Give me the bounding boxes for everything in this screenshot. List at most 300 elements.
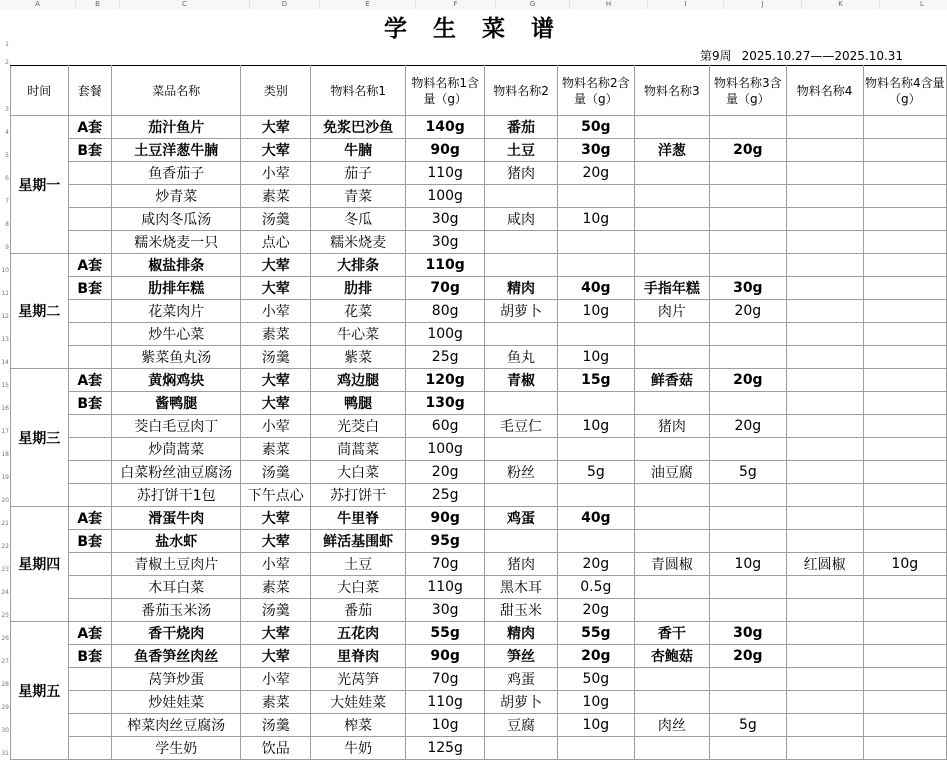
cell[interactable]: 100g bbox=[406, 323, 485, 346]
cell[interactable] bbox=[485, 254, 558, 277]
cell[interactable]: 青菜 bbox=[311, 185, 406, 208]
cell[interactable]: 10g bbox=[863, 553, 946, 576]
cell[interactable]: 炒牛心菜 bbox=[111, 323, 240, 346]
cell[interactable]: 肉片 bbox=[634, 300, 709, 323]
row-number[interactable]: 9 bbox=[5, 243, 9, 251]
cell[interactable]: 100g bbox=[406, 185, 485, 208]
cell[interactable]: 大荤 bbox=[241, 369, 311, 392]
cell[interactable] bbox=[710, 231, 787, 254]
cell[interactable]: 土豆洋葱牛腩 bbox=[111, 139, 240, 162]
cell[interactable]: 大荤 bbox=[241, 254, 311, 277]
cell[interactable]: 冬瓜 bbox=[311, 208, 406, 231]
cell[interactable] bbox=[558, 231, 635, 254]
cell[interactable]: 青椒 bbox=[485, 369, 558, 392]
cell[interactable] bbox=[485, 438, 558, 461]
cell[interactable] bbox=[634, 737, 709, 760]
cell[interactable]: 10g bbox=[558, 415, 635, 438]
cell[interactable] bbox=[863, 714, 946, 737]
cell[interactable] bbox=[786, 116, 863, 139]
cell[interactable]: 鸡蛋 bbox=[485, 668, 558, 691]
cell[interactable] bbox=[786, 346, 863, 369]
cell[interactable]: 滑蛋牛肉 bbox=[111, 507, 240, 530]
row-number[interactable]: 6 bbox=[5, 174, 9, 182]
cell[interactable] bbox=[863, 461, 946, 484]
cell[interactable]: 番茄 bbox=[485, 116, 558, 139]
cell[interactable]: 素菜 bbox=[241, 691, 311, 714]
cell[interactable] bbox=[634, 323, 709, 346]
cell[interactable] bbox=[786, 714, 863, 737]
cell[interactable]: 小荤 bbox=[241, 162, 311, 185]
cell[interactable] bbox=[863, 254, 946, 277]
cell[interactable] bbox=[710, 392, 787, 415]
cell[interactable]: A套 bbox=[68, 369, 111, 392]
cell[interactable]: 90g bbox=[406, 139, 485, 162]
cell[interactable]: 70g bbox=[406, 277, 485, 300]
row-number[interactable]: 5 bbox=[5, 151, 9, 159]
cell[interactable]: 精肉 bbox=[485, 622, 558, 645]
cell[interactable]: 50g bbox=[558, 668, 635, 691]
cell[interactable]: 110g bbox=[406, 254, 485, 277]
cell[interactable] bbox=[634, 116, 709, 139]
cell[interactable]: 90g bbox=[406, 645, 485, 668]
cell[interactable]: 55g bbox=[558, 622, 635, 645]
cell[interactable] bbox=[710, 691, 787, 714]
row-number[interactable]: 11 bbox=[1, 289, 9, 297]
row-number[interactable]: 31 bbox=[1, 749, 9, 757]
cell[interactable]: 番茄玉米汤 bbox=[111, 599, 240, 622]
column-title-5[interactable]: 物料名称1 bbox=[311, 66, 406, 116]
cell[interactable]: 白菜粉丝油豆腐汤 bbox=[111, 461, 240, 484]
row-number[interactable]: 28 bbox=[1, 680, 9, 688]
cell[interactable]: 小荤 bbox=[241, 668, 311, 691]
cell[interactable] bbox=[68, 415, 111, 438]
cell[interactable] bbox=[634, 507, 709, 530]
cell[interactable] bbox=[68, 691, 111, 714]
cell[interactable]: 肉丝 bbox=[634, 714, 709, 737]
cell[interactable]: 土豆 bbox=[311, 553, 406, 576]
cell[interactable]: 香干 bbox=[634, 622, 709, 645]
day-cell[interactable]: 星期一 bbox=[11, 116, 69, 254]
cell[interactable]: 110g bbox=[406, 576, 485, 599]
column-header-a[interactable]: A bbox=[0, 0, 76, 9]
row-number[interactable]: 7 bbox=[5, 197, 9, 205]
cell[interactable] bbox=[68, 185, 111, 208]
cell[interactable] bbox=[710, 323, 787, 346]
cell[interactable] bbox=[786, 185, 863, 208]
cell[interactable] bbox=[863, 622, 946, 645]
row-number[interactable]: 18 bbox=[1, 450, 9, 458]
cell[interactable] bbox=[786, 392, 863, 415]
cell[interactable] bbox=[68, 714, 111, 737]
cell[interactable]: 20g bbox=[558, 553, 635, 576]
cell[interactable] bbox=[634, 530, 709, 553]
cell[interactable] bbox=[786, 599, 863, 622]
cell[interactable]: 10g bbox=[558, 208, 635, 231]
cell[interactable]: 20g bbox=[558, 599, 635, 622]
cell[interactable] bbox=[710, 185, 787, 208]
cell[interactable] bbox=[786, 507, 863, 530]
column-header-j[interactable]: J bbox=[724, 0, 802, 9]
cell[interactable]: 下午点心 bbox=[241, 484, 311, 507]
column-header-d[interactable]: D bbox=[250, 0, 320, 9]
cell[interactable]: 鲜香菇 bbox=[634, 369, 709, 392]
row-number[interactable]: 12 bbox=[1, 312, 9, 320]
column-title-7[interactable]: 物料名称2 bbox=[485, 66, 558, 116]
cell[interactable]: 0.5g bbox=[558, 576, 635, 599]
cell[interactable] bbox=[786, 139, 863, 162]
cell[interactable] bbox=[786, 622, 863, 645]
cell[interactable]: 糯米烧麦 bbox=[311, 231, 406, 254]
cell[interactable] bbox=[68, 737, 111, 760]
row-number[interactable]: 13 bbox=[1, 335, 9, 343]
cell[interactable]: B套 bbox=[68, 277, 111, 300]
cell[interactable] bbox=[558, 185, 635, 208]
cell[interactable] bbox=[863, 668, 946, 691]
cell[interactable]: 大荤 bbox=[241, 277, 311, 300]
cell[interactable]: 素菜 bbox=[241, 576, 311, 599]
cell[interactable] bbox=[634, 599, 709, 622]
cell[interactable] bbox=[786, 530, 863, 553]
row-number[interactable]: 24 bbox=[1, 588, 9, 596]
cell[interactable]: 10g bbox=[558, 714, 635, 737]
cell[interactable] bbox=[863, 507, 946, 530]
cell[interactable]: 汤羹 bbox=[241, 208, 311, 231]
cell[interactable] bbox=[634, 668, 709, 691]
cell[interactable]: 黄焖鸡块 bbox=[111, 369, 240, 392]
row-number[interactable]: 26 bbox=[1, 634, 9, 642]
cell[interactable] bbox=[863, 599, 946, 622]
cell[interactable]: 20g bbox=[558, 645, 635, 668]
column-header-k[interactable]: K bbox=[802, 0, 880, 9]
cell[interactable]: 20g bbox=[558, 162, 635, 185]
cell[interactable]: 咸肉冬瓜汤 bbox=[111, 208, 240, 231]
cell[interactable] bbox=[786, 576, 863, 599]
cell[interactable] bbox=[710, 668, 787, 691]
cell[interactable]: 盐水虾 bbox=[111, 530, 240, 553]
column-header-h[interactable]: H bbox=[570, 0, 648, 9]
cell[interactable] bbox=[710, 737, 787, 760]
cell[interactable]: A套 bbox=[68, 622, 111, 645]
cell[interactable] bbox=[863, 277, 946, 300]
cell[interactable]: 榨菜肉丝豆腐汤 bbox=[111, 714, 240, 737]
cell[interactable]: 椒盐排条 bbox=[111, 254, 240, 277]
cell[interactable]: 鱼丸 bbox=[485, 346, 558, 369]
cell[interactable]: 紫菜鱼丸汤 bbox=[111, 346, 240, 369]
cell[interactable] bbox=[68, 461, 111, 484]
day-cell[interactable]: 星期四 bbox=[11, 507, 69, 622]
cell[interactable]: 糯米烧麦一只 bbox=[111, 231, 240, 254]
cell[interactable] bbox=[634, 691, 709, 714]
cell[interactable]: 香干烧肉 bbox=[111, 622, 240, 645]
row-number[interactable]: 17 bbox=[1, 427, 9, 435]
column-title-3[interactable]: 菜品名称 bbox=[111, 66, 240, 116]
cell[interactable]: 30g bbox=[558, 139, 635, 162]
cell[interactable]: 手指年糕 bbox=[634, 277, 709, 300]
cell[interactable] bbox=[863, 139, 946, 162]
cell[interactable] bbox=[786, 737, 863, 760]
cell[interactable]: 30g bbox=[710, 622, 787, 645]
cell[interactable] bbox=[863, 346, 946, 369]
cell[interactable]: 10g bbox=[558, 300, 635, 323]
cell[interactable] bbox=[634, 254, 709, 277]
day-cell[interactable]: 星期三 bbox=[11, 369, 69, 507]
row-number[interactable]: 2 bbox=[5, 59, 9, 66]
row-number[interactable]: 23 bbox=[1, 565, 9, 573]
cell[interactable]: 70g bbox=[406, 553, 485, 576]
cell[interactable]: 五花肉 bbox=[311, 622, 406, 645]
cell[interactable] bbox=[68, 668, 111, 691]
cell[interactable]: 牛腩 bbox=[311, 139, 406, 162]
cell[interactable]: 肋排 bbox=[311, 277, 406, 300]
cell[interactable]: 110g bbox=[406, 162, 485, 185]
cell[interactable]: 120g bbox=[406, 369, 485, 392]
row-number[interactable]: 27 bbox=[1, 657, 9, 665]
column-title-6[interactable]: 物料名称1含量（g） bbox=[406, 66, 485, 116]
cell[interactable]: 鲜活基围虾 bbox=[311, 530, 406, 553]
cell[interactable] bbox=[710, 116, 787, 139]
cell[interactable] bbox=[68, 599, 111, 622]
column-title-2[interactable]: 套餐 bbox=[68, 66, 111, 116]
cell[interactable]: 鸡边腿 bbox=[311, 369, 406, 392]
cell[interactable] bbox=[786, 645, 863, 668]
cell[interactable] bbox=[634, 231, 709, 254]
row-number[interactable]: 21 bbox=[1, 519, 9, 527]
cell[interactable]: 茄汁鱼片 bbox=[111, 116, 240, 139]
row-number[interactable]: 4 bbox=[5, 128, 9, 136]
cell[interactable]: 55g bbox=[406, 622, 485, 645]
cell[interactable]: 花菜肉片 bbox=[111, 300, 240, 323]
row-number[interactable]: 25 bbox=[1, 611, 9, 619]
cell[interactable] bbox=[786, 438, 863, 461]
cell[interactable]: 小荤 bbox=[241, 300, 311, 323]
cell[interactable] bbox=[485, 392, 558, 415]
cell[interactable] bbox=[634, 185, 709, 208]
cell[interactable] bbox=[863, 737, 946, 760]
cell[interactable]: 点心 bbox=[241, 231, 311, 254]
cell[interactable]: 青椒土豆肉片 bbox=[111, 553, 240, 576]
cell[interactable]: 杏鲍菇 bbox=[634, 645, 709, 668]
cell[interactable]: 素菜 bbox=[241, 438, 311, 461]
cell[interactable] bbox=[863, 185, 946, 208]
cell[interactable]: 100g bbox=[406, 438, 485, 461]
cell[interactable]: 30g bbox=[406, 208, 485, 231]
cell[interactable]: 大白菜 bbox=[311, 576, 406, 599]
cell[interactable]: 鱼香笋丝肉丝 bbox=[111, 645, 240, 668]
cell[interactable]: 15g bbox=[558, 369, 635, 392]
cell[interactable]: 榨菜 bbox=[311, 714, 406, 737]
row-number[interactable]: 14 bbox=[1, 358, 9, 366]
column-header-i[interactable]: I bbox=[648, 0, 724, 9]
row-number[interactable]: 20 bbox=[1, 496, 9, 504]
menu-title[interactable]: 学 生 菜 谱 bbox=[383, 16, 564, 42]
row-number[interactable]: 22 bbox=[1, 542, 9, 550]
cell[interactable]: 20g bbox=[406, 461, 485, 484]
cell[interactable]: 酱鸭腿 bbox=[111, 392, 240, 415]
cell[interactable] bbox=[558, 323, 635, 346]
cell[interactable]: 莴笋炒蛋 bbox=[111, 668, 240, 691]
cell[interactable]: 大荤 bbox=[241, 530, 311, 553]
cell[interactable]: 30g bbox=[406, 599, 485, 622]
cell[interactable] bbox=[710, 208, 787, 231]
cell[interactable]: 胡萝卜 bbox=[485, 300, 558, 323]
cell[interactable]: A套 bbox=[68, 116, 111, 139]
cell[interactable] bbox=[863, 691, 946, 714]
column-title-1[interactable]: 时间 bbox=[11, 66, 69, 116]
column-header-b[interactable]: B bbox=[76, 0, 120, 9]
cell[interactable] bbox=[634, 162, 709, 185]
row-number[interactable]: 3 bbox=[5, 105, 9, 113]
cell[interactable]: 汤羹 bbox=[241, 461, 311, 484]
cell[interactable] bbox=[634, 208, 709, 231]
cell[interactable]: 茼蒿菜 bbox=[311, 438, 406, 461]
cell[interactable] bbox=[485, 737, 558, 760]
cell[interactable]: 大荤 bbox=[241, 116, 311, 139]
cell[interactable] bbox=[863, 576, 946, 599]
cell[interactable] bbox=[558, 438, 635, 461]
cell[interactable]: B套 bbox=[68, 139, 111, 162]
cell[interactable] bbox=[863, 484, 946, 507]
cell[interactable]: 牛奶 bbox=[311, 737, 406, 760]
column-title-12[interactable]: 物料名称4含量（g） bbox=[863, 66, 946, 116]
cell[interactable]: 20g bbox=[710, 300, 787, 323]
column-header-l[interactable]: L bbox=[880, 0, 947, 9]
cell[interactable] bbox=[786, 461, 863, 484]
cell[interactable]: 25g bbox=[406, 346, 485, 369]
cell[interactable]: 茭白毛豆肉丁 bbox=[111, 415, 240, 438]
cell[interactable]: 130g bbox=[406, 392, 485, 415]
cell[interactable] bbox=[558, 737, 635, 760]
cell[interactable]: 猪肉 bbox=[485, 553, 558, 576]
week-info[interactable] bbox=[700, 48, 913, 64]
cell[interactable] bbox=[485, 185, 558, 208]
cell[interactable] bbox=[786, 323, 863, 346]
cell[interactable]: 牛心菜 bbox=[311, 323, 406, 346]
cell[interactable]: 80g bbox=[406, 300, 485, 323]
cell[interactable]: 20g bbox=[710, 645, 787, 668]
cell[interactable] bbox=[68, 576, 111, 599]
cell[interactable]: 大排条 bbox=[311, 254, 406, 277]
cell[interactable] bbox=[68, 162, 111, 185]
row-number[interactable]: 8 bbox=[5, 220, 9, 228]
cell[interactable]: 40g bbox=[558, 277, 635, 300]
cell[interactable]: A套 bbox=[68, 507, 111, 530]
cell[interactable] bbox=[634, 392, 709, 415]
cell[interactable]: 油豆腐 bbox=[634, 461, 709, 484]
cell[interactable]: 大荤 bbox=[241, 645, 311, 668]
cell[interactable]: 大娃娃菜 bbox=[311, 691, 406, 714]
cell[interactable] bbox=[863, 645, 946, 668]
cell[interactable]: 汤羹 bbox=[241, 346, 311, 369]
cell[interactable]: 大白菜 bbox=[311, 461, 406, 484]
cell[interactable] bbox=[786, 484, 863, 507]
cell[interactable] bbox=[710, 599, 787, 622]
cell[interactable]: 70g bbox=[406, 668, 485, 691]
cell[interactable]: 60g bbox=[406, 415, 485, 438]
cell[interactable]: 免浆巴沙鱼 bbox=[311, 116, 406, 139]
cell[interactable]: 大荤 bbox=[241, 392, 311, 415]
column-header-f[interactable]: F bbox=[416, 0, 496, 9]
cell[interactable]: 茄子 bbox=[311, 162, 406, 185]
cell[interactable] bbox=[68, 231, 111, 254]
cell[interactable] bbox=[863, 530, 946, 553]
cell[interactable] bbox=[68, 300, 111, 323]
cell[interactable]: 10g bbox=[558, 691, 635, 714]
cell[interactable] bbox=[485, 530, 558, 553]
cell[interactable]: 大荤 bbox=[241, 139, 311, 162]
cell[interactable] bbox=[863, 208, 946, 231]
cell[interactable] bbox=[786, 162, 863, 185]
cell[interactable] bbox=[710, 507, 787, 530]
cell[interactable] bbox=[863, 231, 946, 254]
cell[interactable] bbox=[786, 231, 863, 254]
cell[interactable] bbox=[634, 346, 709, 369]
row-number[interactable]: 15 bbox=[1, 381, 9, 389]
cell[interactable]: 猪肉 bbox=[485, 162, 558, 185]
cell[interactable] bbox=[863, 323, 946, 346]
cell[interactable]: A套 bbox=[68, 254, 111, 277]
cell[interactable] bbox=[786, 208, 863, 231]
column-title-4[interactable]: 类别 bbox=[241, 66, 311, 116]
cell[interactable] bbox=[786, 369, 863, 392]
cell[interactable]: 素菜 bbox=[241, 185, 311, 208]
cell[interactable]: 汤羹 bbox=[241, 714, 311, 737]
cell[interactable] bbox=[863, 415, 946, 438]
cell[interactable]: 黑木耳 bbox=[485, 576, 558, 599]
column-title-10[interactable]: 物料名称3含量（g） bbox=[710, 66, 787, 116]
cell[interactable]: 大荤 bbox=[241, 507, 311, 530]
day-cell[interactable]: 星期五 bbox=[11, 622, 69, 760]
cell[interactable]: 咸肉 bbox=[485, 208, 558, 231]
cell[interactable]: 精肉 bbox=[485, 277, 558, 300]
cell[interactable] bbox=[786, 668, 863, 691]
cell[interactable]: 肋排年糕 bbox=[111, 277, 240, 300]
cell[interactable]: 炒青菜 bbox=[111, 185, 240, 208]
cell[interactable] bbox=[863, 162, 946, 185]
cell[interactable]: 95g bbox=[406, 530, 485, 553]
column-header-c[interactable]: C bbox=[120, 0, 250, 9]
cell[interactable] bbox=[863, 392, 946, 415]
cell[interactable]: B套 bbox=[68, 645, 111, 668]
cell[interactable] bbox=[68, 438, 111, 461]
cell[interactable]: 20g bbox=[710, 415, 787, 438]
cell[interactable]: 5g bbox=[710, 714, 787, 737]
cell[interactable] bbox=[863, 300, 946, 323]
cell[interactable]: 苏打饼干1包 bbox=[111, 484, 240, 507]
cell[interactable]: 洋葱 bbox=[634, 139, 709, 162]
cell[interactable]: 20g bbox=[710, 139, 787, 162]
cell[interactable]: 鱼香茄子 bbox=[111, 162, 240, 185]
cell[interactable] bbox=[68, 208, 111, 231]
cell[interactable]: 90g bbox=[406, 507, 485, 530]
cell[interactable]: 大荤 bbox=[241, 622, 311, 645]
cell[interactable] bbox=[710, 254, 787, 277]
cell[interactable]: 胡萝卜 bbox=[485, 691, 558, 714]
column-header-g[interactable]: G bbox=[496, 0, 570, 9]
cell[interactable]: 汤羹 bbox=[241, 599, 311, 622]
cell[interactable]: 红圆椒 bbox=[786, 553, 863, 576]
cell[interactable] bbox=[710, 346, 787, 369]
cell[interactable] bbox=[558, 484, 635, 507]
cell[interactable]: 5g bbox=[710, 461, 787, 484]
cell[interactable]: 鸡蛋 bbox=[485, 507, 558, 530]
cell[interactable]: 花菜 bbox=[311, 300, 406, 323]
cell[interactable]: 光莴笋 bbox=[311, 668, 406, 691]
cell[interactable]: 5g bbox=[558, 461, 635, 484]
cell[interactable]: 炒茼蒿菜 bbox=[111, 438, 240, 461]
cell[interactable] bbox=[710, 162, 787, 185]
cell[interactable] bbox=[68, 484, 111, 507]
cell[interactable]: 紫菜 bbox=[311, 346, 406, 369]
